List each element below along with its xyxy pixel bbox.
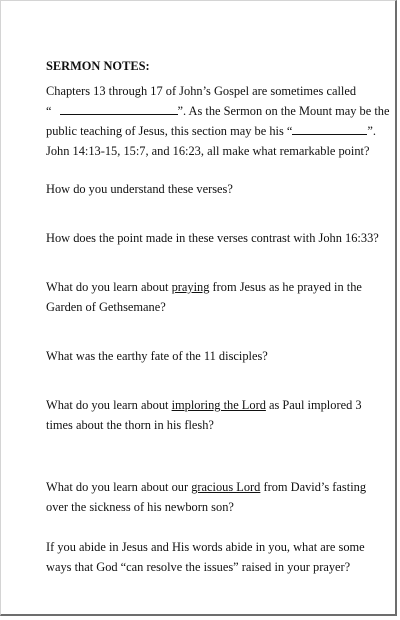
question-3: [46, 277, 391, 317]
sermon-notes-content: [46, 56, 391, 577]
question-4: What was the earthy fate of the 11 disciples?: [46, 349, 268, 363]
question-6-start: What do you learn about our: [46, 480, 192, 494]
intro-line-2-rest: ”. As the Sermon on the Mount may be the: [177, 104, 390, 118]
question-2: How does the point made in these verses contrast with John 16:33?: [46, 231, 379, 245]
intro-line-1: Chapters 13 through 17 of John’s Gospel are sometimes called: [46, 84, 357, 98]
question-1: How do you understand these verses?: [46, 182, 233, 196]
question-3-end: from Jesus as he prayed in the Garden of Gethsemane?: [46, 280, 362, 314]
question-6-end: from David’s fasting over the sickness of his newborn son?: [46, 480, 367, 514]
page-heading: SERMON NOTES:: [46, 59, 150, 73]
fill-in-blank-2: [292, 122, 367, 135]
intro-line-3-rest: ”.: [367, 124, 376, 138]
intro-line-4: John 14:13-15, 15:7, and 16:23, all make what remarkable point?: [46, 144, 370, 158]
question-5-start: What do you learn about: [46, 398, 172, 412]
question-3-start: What do you learn about: [46, 280, 172, 294]
intro-paragraph: [46, 81, 391, 161]
question-5-end: as Paul implored 3 times about the thorn in his flesh?: [46, 398, 362, 432]
question-3-underlined: praying: [171, 280, 210, 294]
question-6-underlined: gracious Lord: [191, 480, 261, 494]
question-5-underlined: imploring the Lord: [171, 398, 266, 412]
intro-quote-open: “: [46, 104, 52, 118]
fill-in-blank-1: [60, 102, 178, 115]
question-6: [46, 477, 391, 517]
question-5: [46, 395, 391, 435]
intro-line-3: public teaching of Jesus, this section may be his “: [46, 124, 293, 138]
question-7: If you abide in Jesus and His words abide in you, what are some ways that God “can resolve the issues” raised in your prayer?: [46, 540, 365, 574]
